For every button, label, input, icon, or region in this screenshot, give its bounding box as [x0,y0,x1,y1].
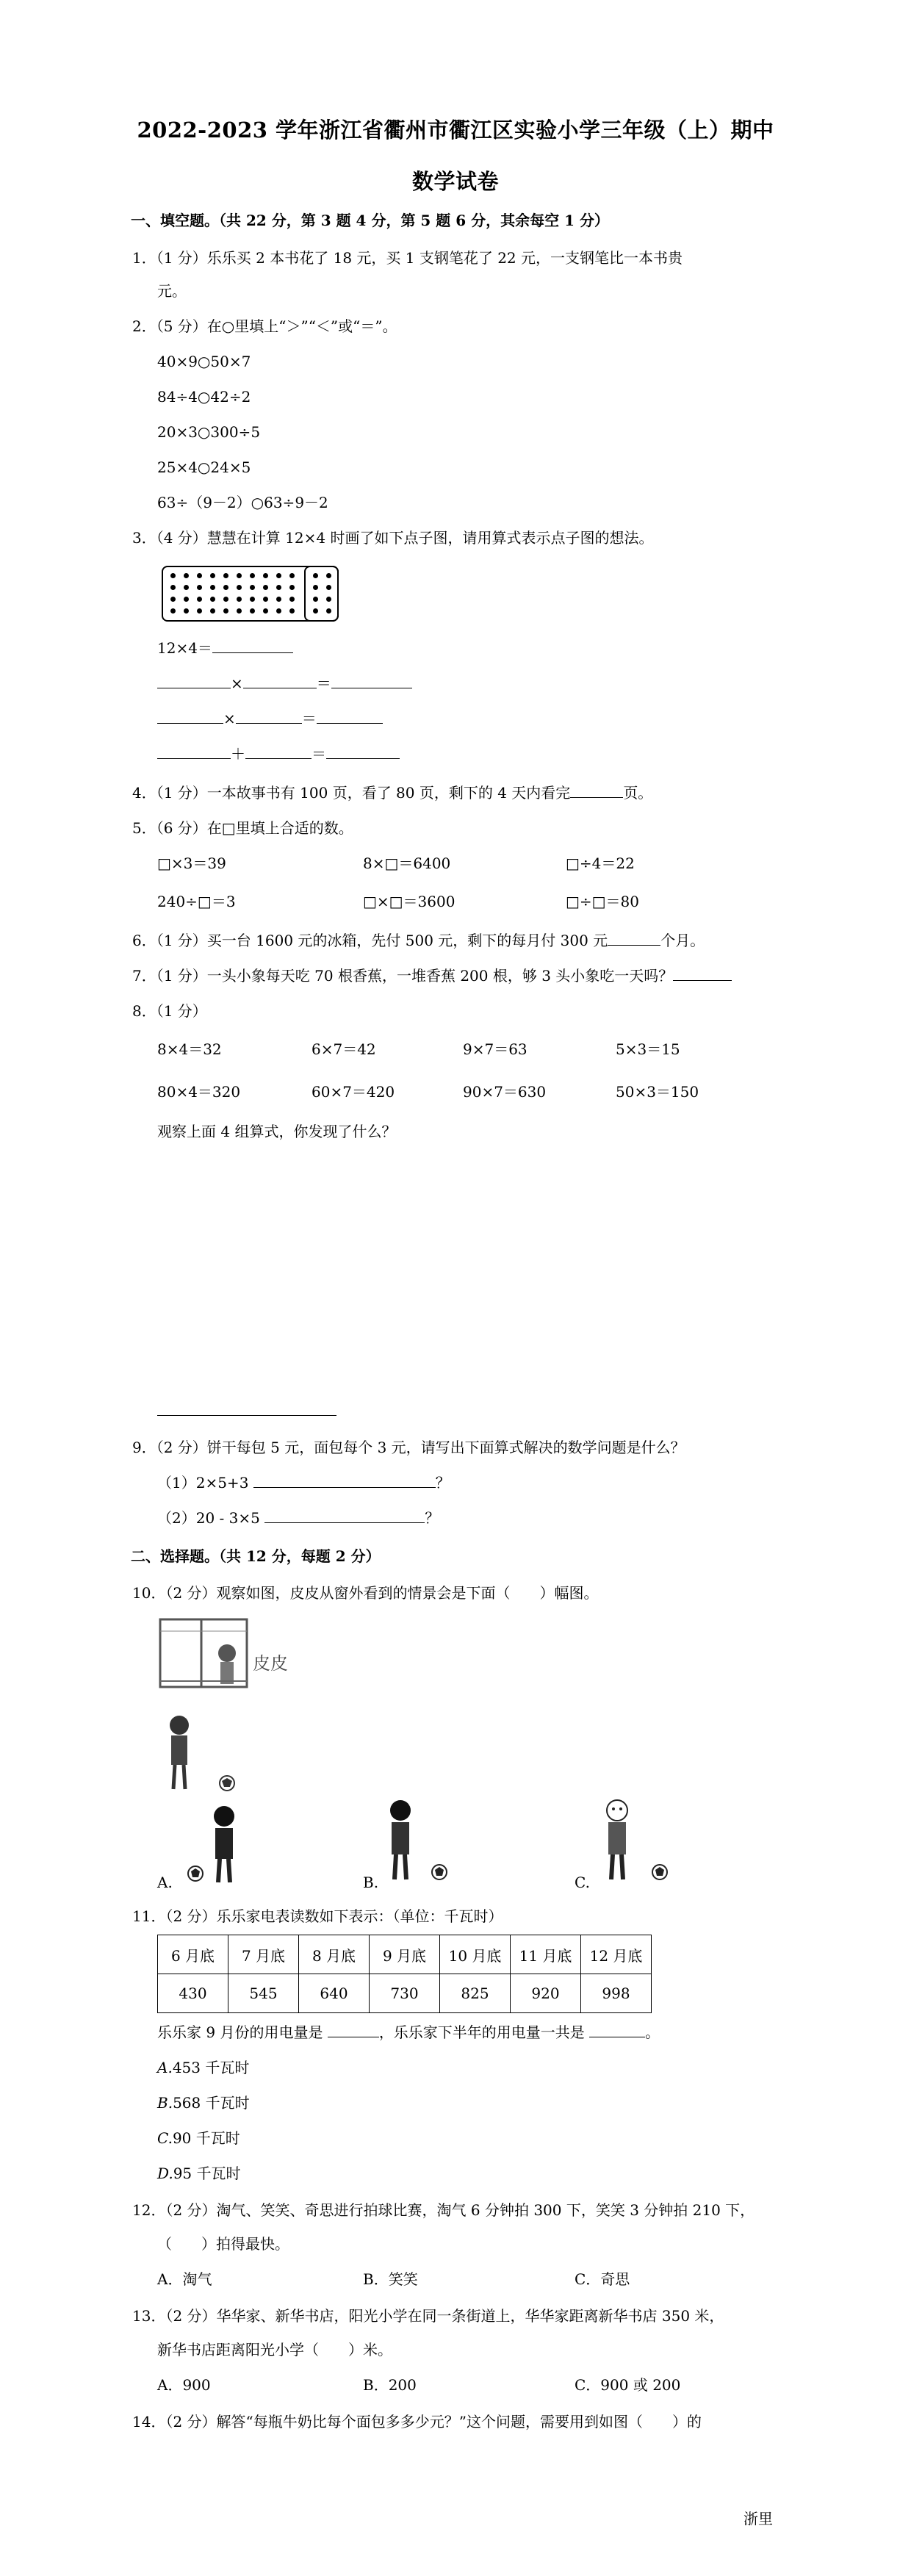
dot [326,608,331,614]
q13-option-b[interactable]: B．200 [363,2376,417,2394]
dot [276,608,281,614]
table-header-cell: 6 月底 [158,1935,228,1974]
dot [170,585,176,590]
q11-option-b[interactable]: B.568 千瓦时 [157,2094,250,2112]
q12-line2: （ ）拍得最快。 [157,2235,289,2253]
q5-item: □÷4＝22 [566,855,635,872]
q8-eq: 9×7＝63 [463,1040,527,1058]
q9-part2: （2）20 - 3×5 ？ [157,1509,440,1527]
boy-with-ball-figure [157,1712,260,1800]
option-c-figure [588,1793,676,1888]
dot [184,608,189,614]
q3-stem: 3．（4 分）慧慧在计算 12×4 时画了如下点子图，请用算式表示点子图的想法。 [132,529,654,547]
dot [170,597,176,602]
dot [210,597,215,602]
dot [326,597,331,602]
q5-item: 8×□＝6400 [363,855,451,872]
q5-item: 240÷□＝3 [157,893,236,910]
dot [237,608,242,614]
q10-stem: 10．（2 分）观察如图，皮皮从窗外看到的情景会是下面（ ）幅图。 [132,1584,599,1602]
q8-answer-line[interactable] [157,1400,336,1421]
q13-option-a[interactable]: A．900 [157,2376,211,2394]
q3-line4: ＋ ＝ [157,744,400,764]
dot [223,608,228,614]
q1-line1: 1．（1 分）乐乐买 2 本书花了 18 元，买 1 支钢笔花了 22 元，一支钢笔比一本书贵 [132,249,683,267]
section1-heading: 一、填空题。（共 22 分，第 3 题 4 分，第 5 题 6 分，其余每空 1 分） [131,212,609,229]
dot [223,585,228,590]
q8-eq: 5×3＝15 [616,1040,680,1058]
dot [276,573,281,578]
dot [250,573,255,578]
q8-eq: 60×7＝420 [312,1083,395,1101]
dot [289,597,295,602]
q3-line1: 12×4＝ [157,638,293,658]
q2-item: 63÷（9－2）○63÷9－2 [157,494,328,511]
dot [237,585,242,590]
dot [313,573,318,578]
table-row [158,1974,652,2013]
table-cell: 920 [511,1974,581,2013]
q11-sentence: 乐乐家 9 月份的用电量是 ，乐乐家下半年的用电量一共是 。 [157,2023,660,2041]
dot [197,597,202,602]
dot [326,573,331,578]
q8-eq: 6×7＝42 [312,1040,376,1058]
dot [289,608,295,614]
dot [313,597,318,602]
dot [210,608,215,614]
dot [313,585,318,590]
table-cell: 430 [158,1974,228,2013]
q2-item: 20×3○300÷5 [157,423,261,441]
q8-stem: 8．（1 分） [132,1002,207,1020]
q8-question: 观察上面 4 组算式，你发现了什么？ [157,1123,397,1140]
exam-title-line1: 2022-2023 学年浙江省衢州市衢江区实验小学三年级（上）期中 [137,118,774,143]
q9-part1: （1）2×5+3 ？ [157,1474,450,1492]
dot [263,608,268,614]
q8-eq: 80×4＝320 [157,1083,241,1101]
q9-stem: 9．（2 分）饼干每包 5 元，面包每个 3 元，请写出下面算式解决的数学问题是什么？ [132,1439,685,1456]
dot [313,608,318,614]
q7-line: 7．（1 分）一头小象每天吃 70 根香蕉，一堆香蕉 200 根，够 3 头小象吃一天吗？ [132,965,732,986]
dot [276,585,281,590]
table-header-cell: 7 月底 [228,1935,299,1974]
section2-heading: 二、选择题。（共 12 分，每题 2 分） [131,1547,381,1565]
q10-option-c[interactable]: C. [575,1874,590,1891]
q3-line2: × ＝ [157,673,412,694]
dot [210,585,215,590]
dot [250,608,255,614]
dot [170,573,176,578]
q2-item: 25×4○24×5 [157,458,251,476]
dot [184,597,189,602]
q12-line1: 12．（2 分）淘气、笑笑、奇思进行拍球比赛，淘气 6 分钟拍 300 下，笑笑 3 分钟拍 210 下， [132,2201,755,2219]
exam-title-line2: 数学试卷 [411,169,499,194]
dot [250,597,255,602]
q13-line2: 新华书店距离阳光小学（ ）米。 [157,2341,392,2359]
q8-eq: 50×3＝150 [616,1083,699,1101]
q1-line2: 元。 [157,282,187,300]
table-header-cell: 11 月底 [511,1935,581,1974]
dot [250,585,255,590]
q5-item: □×□＝3600 [363,893,455,910]
dot [197,585,202,590]
table-cell: 825 [440,1974,511,2013]
table-cell: 730 [370,1974,440,2013]
dot [289,585,295,590]
q12-option-b[interactable]: B．笑笑 [363,2270,418,2288]
q12-option-a[interactable]: A．淘气 [157,2270,212,2288]
q5-stem: 5．（6 分）在□里填上合适的数。 [132,819,353,837]
dot [184,573,189,578]
dot [289,573,295,578]
figure-label-pipi: 皮皮 [253,1654,288,1674]
q10-option-b[interactable]: B. [363,1874,379,1891]
dot [170,608,176,614]
dot [263,585,268,590]
dot [237,597,242,602]
dot [237,573,242,578]
dot [223,597,228,602]
dot [263,573,268,578]
q5-item: □÷□＝80 [566,893,639,910]
table-header-cell: 12 月底 [581,1935,652,1974]
q12-option-c[interactable]: C．奇思 [575,2270,630,2288]
table-header-cell: 9 月底 [370,1935,440,1974]
dot [263,597,268,602]
table-cell: 998 [581,1974,652,2013]
q5-item: □×3＝39 [157,855,226,872]
q2-item: 40×9○50×7 [157,353,251,370]
table-header-cell: 8 月底 [299,1935,370,1974]
q11-option-c[interactable]: C.90 千瓦时 [157,2129,240,2147]
dot [197,608,202,614]
dot [197,573,202,578]
option-b-figure [367,1793,455,1888]
option-a-figure [184,1800,264,1888]
dot [276,597,281,602]
q11-option-a[interactable]: A.453 千瓦时 [157,2059,250,2076]
dot-array-small [304,566,339,622]
q3-line3: × ＝ [157,708,383,729]
q2-stem: 2．（5 分）在○里填上“＞”“＜”或“＝”。 [132,317,397,335]
q6-line: 6．（1 分）买一台 1600 元的冰箱，先付 500 元，剩下的每月付 300 元 个月。 [132,932,705,949]
q10-option-a[interactable]: A. [157,1874,173,1891]
dot [326,585,331,590]
q11-option-d[interactable]: D.95 千瓦时 [157,2165,241,2182]
page-footer: 浙里 [743,2510,773,2528]
q8-eq: 8×4＝32 [157,1040,222,1058]
dot [184,585,189,590]
table-cell: 640 [299,1974,370,2013]
window-scene-figure [157,1616,319,1705]
table-header-row [158,1935,652,1974]
q13-line1: 13．（2 分）华华家、新华书店，阳光小学在同一条街道上，华华家距离新华书店 350 米， [132,2307,724,2325]
q14-line1: 14．（2 分）解答“每瓶牛奶比每个面包多多少元？”这个问题，需要用到如图（ ）的 [132,2413,702,2431]
q8-eq: 90×7＝630 [463,1083,547,1101]
q2-item: 84÷4○42÷2 [157,388,251,406]
table-header-cell: 10 月底 [440,1935,511,1974]
electricity-meter-table [157,1935,652,2013]
dot [210,573,215,578]
q13-option-c[interactable]: C．900 或 200 [575,2376,681,2394]
q4-line: 4．（1 分）一本故事书有 100 页，看了 80 页，剩下的 4 天内看完 页。 [132,784,653,802]
q11-stem: 11．（2 分）乐乐家电表读数如下表示：（单位：千瓦时） [132,1907,503,1925]
table-cell: 545 [228,1974,299,2013]
dot [223,573,228,578]
